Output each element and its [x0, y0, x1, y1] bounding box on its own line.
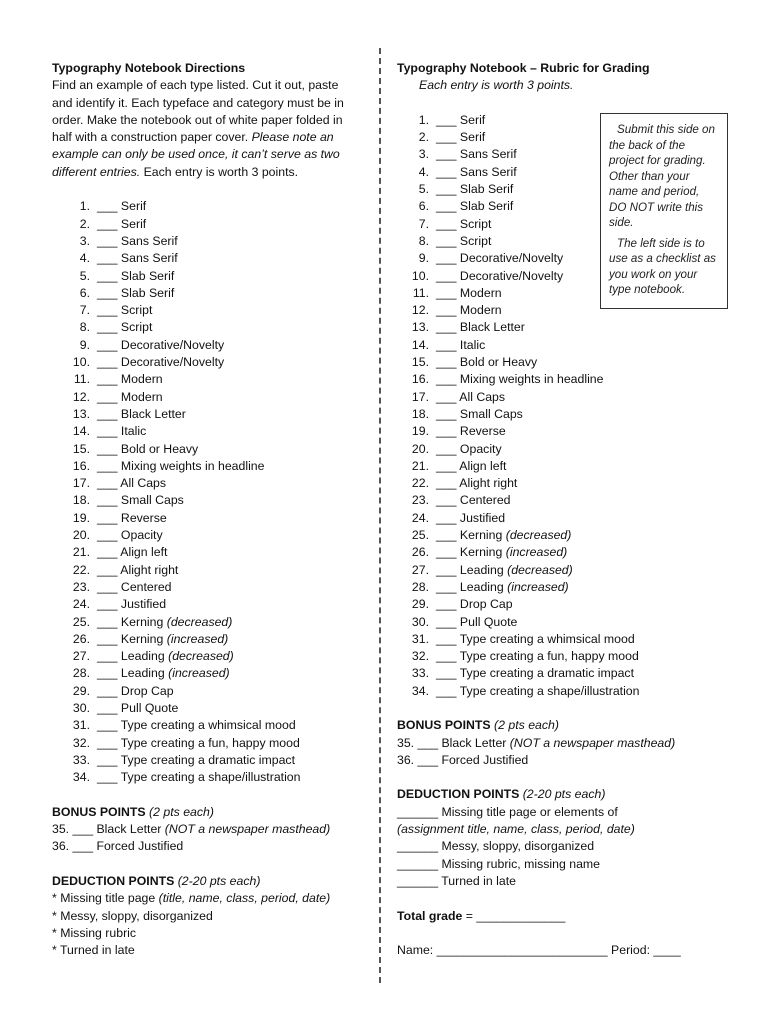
- item-number: 24.: [411, 510, 429, 525]
- item-label: ___ Slab Serif: [97, 285, 175, 300]
- item-number: 29.: [72, 683, 90, 698]
- item-number: 18.: [72, 493, 90, 508]
- directions-item: [52, 769, 357, 786]
- item-label: ___ Drop Cap: [436, 597, 513, 612]
- item-number: 7.: [79, 303, 90, 318]
- rubric-item: [391, 648, 737, 665]
- item-number: 12.: [411, 303, 429, 318]
- item-label: ___ All Caps: [97, 476, 167, 491]
- item-number: 20.: [411, 441, 429, 456]
- item-label: ___ Decorative/Novelty: [436, 251, 564, 266]
- item-qualifier: (decreased): [168, 649, 234, 664]
- deduction-item: * Missing title page (title, name, class, period, date): [52, 891, 331, 906]
- item-number: 22.: [411, 476, 429, 491]
- item-number: 17.: [72, 476, 90, 491]
- item-number: 13.: [411, 320, 429, 335]
- deduction-item: ______ Turned in late: [397, 873, 516, 888]
- item-label: ___ Italic: [97, 424, 147, 439]
- rubric-item: [391, 492, 737, 509]
- item-number: 34.: [72, 770, 90, 785]
- rubric-item: [391, 475, 737, 492]
- item-label: ___ Kerning: [436, 528, 506, 543]
- item-number: 14.: [72, 424, 90, 439]
- directions-item: [52, 458, 357, 475]
- directions-checklist: [52, 198, 357, 786]
- item-label: ___ Script: [97, 320, 153, 335]
- item-number: 25.: [72, 614, 90, 629]
- rubric-item: [391, 527, 737, 544]
- item-number: 12.: [72, 389, 90, 404]
- item-label: ___ Type creating a dramatic impact: [97, 752, 295, 767]
- rubric-title: Typography Notebook – Rubric for Grading: [397, 61, 650, 75]
- cut-line-divider: [379, 48, 381, 983]
- item-label: ___ Black Letter: [436, 320, 525, 335]
- item-number: 8.: [79, 320, 90, 335]
- deduction-item: * Turned in late: [52, 943, 135, 958]
- item-label: ___ Type creating a fun, happy mood: [97, 735, 300, 750]
- directions-item: [52, 354, 357, 371]
- item-label: ___ Script: [436, 216, 492, 231]
- item-qualifier: (decreased): [166, 614, 233, 629]
- item-label: ___ Leading: [97, 666, 169, 681]
- item-number: 14.: [411, 337, 429, 352]
- directions-item: [52, 337, 357, 354]
- item-label: ___ Script: [97, 303, 153, 318]
- item-label: ___ Serif: [436, 112, 486, 127]
- item-number: 21.: [411, 458, 429, 473]
- item-label: ___ Reverse: [97, 510, 167, 525]
- item-number: 27.: [411, 562, 429, 577]
- item-number: 26.: [72, 631, 90, 646]
- item-number: 31.: [411, 631, 429, 646]
- right-bonus-section: [397, 717, 737, 769]
- item-label: ___ Decorative/Novelty: [436, 268, 564, 283]
- item-number: 26.: [411, 545, 429, 560]
- item-label: ___ Type creating a whimsical mood: [436, 631, 635, 646]
- item-qualifier: (increased): [168, 666, 230, 681]
- item-number: 32.: [72, 735, 90, 750]
- item-number: 6.: [418, 199, 429, 214]
- item-number: 21.: [72, 545, 90, 560]
- item-label: ___ Black Letter: [97, 406, 186, 421]
- deduction-item: * Missing rubric: [52, 925, 137, 940]
- item-number: 3.: [418, 147, 429, 162]
- item-label: ___ Kerning: [97, 614, 167, 629]
- item-number: 15.: [411, 355, 429, 370]
- directions-item: [52, 735, 357, 752]
- item-label: ___ Leading: [97, 649, 169, 664]
- item-label: ___ Sans Serif: [97, 233, 178, 248]
- item-number: 16.: [411, 372, 429, 387]
- directions-item: [52, 406, 357, 423]
- directions-item: [52, 371, 357, 388]
- item-number: 19.: [411, 424, 429, 439]
- item-number: 28.: [411, 579, 429, 594]
- item-number: 11.: [412, 285, 429, 300]
- item-number: 19.: [72, 510, 90, 525]
- item-number: 7.: [418, 216, 429, 231]
- note-submit-text: Submit this side on the back of the project for grading. Other than your name and period, DO NOT write this side.: [609, 123, 715, 229]
- directions-item: [52, 752, 357, 769]
- deduction-item-detail: (assignment title, name, class, period, date): [397, 822, 635, 837]
- directions-item: [52, 285, 357, 302]
- bonus-item-36: 36. ___ Forced Justified: [397, 752, 529, 767]
- directions-item: [52, 717, 357, 734]
- item-qualifier: (decreased): [505, 528, 572, 543]
- item-label: ___ Justified: [97, 597, 167, 612]
- item-label: ___ Slab Serif: [436, 182, 514, 197]
- rubric-item: [391, 371, 737, 388]
- item-number: 16.: [72, 458, 90, 473]
- item-label: ___ Kerning: [97, 631, 167, 646]
- bonus-heading: BONUS POINTS: [397, 718, 491, 733]
- item-number: 30.: [72, 700, 90, 715]
- item-label: ___ Align left: [97, 545, 168, 560]
- rubric-item: [391, 683, 737, 700]
- total-grade-line: [397, 908, 737, 925]
- item-number: 22.: [72, 562, 90, 577]
- directions-item: [52, 683, 357, 700]
- item-number: 8.: [418, 233, 429, 248]
- item-label: ___ Leading: [436, 579, 508, 594]
- item-label: ___ Leading: [436, 562, 508, 577]
- deduction-item: ______ Messy, sloppy, disorganized: [397, 839, 595, 854]
- deduction-heading: DEDUCTION POINTS: [397, 787, 520, 802]
- item-label: ___ Mixing weights in headline: [436, 372, 604, 387]
- name-period-line: Name: _________________________ Period: ____: [397, 943, 681, 958]
- rubric-item: [391, 510, 737, 527]
- item-label: ___ Type creating a shape/illustration: [436, 683, 640, 698]
- item-label: ___ Alight right: [436, 476, 518, 491]
- rubric-item: [391, 354, 737, 371]
- deduction-item: ______ Missing rubric, missing name: [397, 856, 600, 871]
- directions-note: Please note an example can only be used once, it can’t serve as two different entries.: [52, 130, 340, 179]
- directions-item: [52, 579, 357, 596]
- item-label: ___ Decorative/Novelty: [97, 355, 225, 370]
- item-number: 3.: [79, 233, 90, 248]
- item-number: 32.: [411, 649, 429, 664]
- item-label: ___ Modern: [436, 303, 502, 318]
- item-label: ___ Script: [436, 233, 492, 248]
- item-number: 1.: [418, 112, 429, 127]
- item-number: 28.: [72, 666, 90, 681]
- directions-item: [52, 544, 357, 561]
- directions-intro: Find an example of each type listed. Cut it out, paste and identify it. Each typeface and category must be in order. Make the notebook out of white paper folded in half with a construction paper cover.: [52, 78, 344, 145]
- item-number: 2.: [418, 130, 429, 145]
- directions-item: [52, 250, 357, 267]
- item-number: 34.: [411, 683, 429, 698]
- deduction-subheading: (2-20 pts each): [174, 873, 261, 888]
- directions-item: [52, 492, 357, 509]
- submission-note-box: [600, 113, 728, 309]
- rubric-item: [391, 423, 737, 440]
- item-label: ___ Modern: [97, 372, 163, 387]
- item-label: ___ All Caps: [436, 389, 506, 404]
- directions-item: [52, 216, 357, 233]
- note-checklist-text: The left side is to use as a checklist as you work on your type notebook.: [609, 236, 716, 296]
- directions-item: [52, 614, 357, 631]
- item-number: 25.: [411, 528, 429, 543]
- directions-points: Each entry is worth 3 points.: [140, 164, 299, 179]
- item-number: 4.: [418, 164, 429, 179]
- left-deduction-section: [52, 873, 357, 959]
- item-number: 9.: [418, 251, 429, 266]
- item-label: ___ Reverse: [436, 424, 506, 439]
- item-label: ___ Type creating a fun, happy mood: [436, 649, 639, 664]
- rubric-item: [391, 406, 737, 423]
- item-label: ___ Modern: [436, 285, 502, 300]
- deduction-subheading: (2-20 pts each): [519, 787, 606, 802]
- item-label: ___ Type creating a shape/illustration: [97, 770, 301, 785]
- left-bonus-section: [52, 804, 357, 856]
- item-qualifier: (decreased): [507, 562, 573, 577]
- item-number: 11.: [73, 372, 90, 387]
- directions-item: [52, 631, 357, 648]
- item-number: 18.: [411, 406, 429, 421]
- item-label: ___ Serif: [97, 199, 147, 214]
- item-number: 27.: [72, 649, 90, 664]
- item-number: 33.: [411, 666, 429, 681]
- item-number: 29.: [411, 597, 429, 612]
- item-label: ___ Small Caps: [97, 493, 184, 508]
- bonus-subheading: (2 pts each): [145, 804, 214, 819]
- item-number: 20.: [72, 528, 90, 543]
- item-number: 10.: [411, 268, 429, 283]
- rubric-item: [391, 389, 737, 406]
- item-label: ___ Centered: [436, 493, 511, 508]
- item-qualifier: (increased): [166, 631, 229, 646]
- directions-item: [52, 596, 357, 613]
- directions-paragraph: [52, 77, 357, 181]
- item-label: ___ Sans Serif: [97, 251, 178, 266]
- item-number: 10.: [72, 355, 90, 370]
- rubric-item: [391, 544, 737, 561]
- item-label: ___ Bold or Heavy: [97, 441, 199, 456]
- rubric-item: [391, 631, 737, 648]
- item-label: ___ Centered: [97, 579, 172, 594]
- deduction-item: ______ Missing title page or elements of: [397, 804, 618, 819]
- item-number: 30.: [411, 614, 429, 629]
- directions-item: [52, 198, 357, 215]
- item-label: ___ Slab Serif: [436, 199, 514, 214]
- bonus-item-35: 35. ___ Black Letter (NOT a newspaper masthead): [397, 735, 676, 750]
- directions-column: [52, 60, 357, 959]
- right-deduction-section: [397, 786, 737, 890]
- item-number: 5.: [418, 182, 429, 197]
- rubric-item: [391, 562, 737, 579]
- item-label: ___ Sans Serif: [436, 164, 517, 179]
- item-label: ___ Pull Quote: [436, 614, 518, 629]
- directions-item: [52, 562, 357, 579]
- rubric-item: [391, 441, 737, 458]
- item-label: ___ Modern: [97, 389, 163, 404]
- bonus-heading: BONUS POINTS: [52, 804, 146, 819]
- bonus-item-35: 35. ___ Black Letter (NOT a newspaper masthead): [52, 822, 331, 837]
- item-label: ___ Opacity: [436, 441, 502, 456]
- rubric-item: [391, 596, 737, 613]
- item-qualifier: (increased): [505, 545, 568, 560]
- directions-title: Typography Notebook Directions: [52, 61, 246, 75]
- item-label: ___ Mixing weights in headline: [97, 458, 265, 473]
- directions-item: [52, 302, 357, 319]
- directions-item: [52, 423, 357, 440]
- directions-item: [52, 389, 357, 406]
- item-label: ___ Serif: [97, 216, 147, 231]
- item-label: ___ Bold or Heavy: [436, 355, 538, 370]
- item-qualifier: (increased): [507, 579, 569, 594]
- item-label: ___ Pull Quote: [97, 700, 179, 715]
- bonus-subheading: (2 pts each): [490, 718, 559, 733]
- item-label: ___ Drop Cap: [97, 683, 174, 698]
- item-number: 15.: [72, 441, 90, 456]
- item-label: ___ Type creating a dramatic impact: [436, 666, 634, 681]
- directions-item: [52, 648, 357, 665]
- directions-item: [52, 475, 357, 492]
- directions-item: [52, 319, 357, 336]
- item-label: ___ Small Caps: [436, 406, 523, 421]
- rubric-item: [391, 337, 737, 354]
- rubric-item: [391, 458, 737, 475]
- directions-item: [52, 700, 357, 717]
- directions-item: [52, 510, 357, 527]
- total-grade-blank: = _____________: [462, 908, 566, 923]
- rubric-subtitle: Each entry is worth 3 points.: [419, 78, 574, 93]
- item-number: 5.: [79, 268, 90, 283]
- item-label: ___ Type creating a whimsical mood: [97, 718, 296, 733]
- deduction-heading: DEDUCTION POINTS: [52, 873, 175, 888]
- item-number: 33.: [72, 752, 90, 767]
- rubric-item: [391, 319, 737, 336]
- directions-item: [52, 441, 357, 458]
- rubric-item: [391, 579, 737, 596]
- item-label: ___ Justified: [436, 510, 506, 525]
- deduction-item: * Messy, sloppy, disorganized: [52, 908, 213, 923]
- item-number: 23.: [72, 579, 90, 594]
- item-label: ___ Decorative/Novelty: [97, 337, 225, 352]
- item-number: 6.: [79, 285, 90, 300]
- item-number: 9.: [79, 337, 90, 352]
- item-number: 13.: [72, 406, 90, 421]
- item-number: 24.: [72, 597, 90, 612]
- rubric-item: [391, 665, 737, 682]
- directions-item: [52, 268, 357, 285]
- directions-item: [52, 665, 357, 682]
- item-number: 2.: [79, 216, 90, 231]
- item-label: ___ Kerning: [436, 545, 506, 560]
- item-number: 31.: [72, 718, 90, 733]
- rubric-item: [391, 614, 737, 631]
- item-label: ___ Sans Serif: [436, 147, 517, 162]
- bonus-item-36: 36. ___ Forced Justified: [52, 839, 184, 854]
- item-label: ___ Opacity: [97, 528, 163, 543]
- item-number: 4.: [79, 251, 90, 266]
- item-label: ___ Slab Serif: [97, 268, 175, 283]
- item-label: ___ Italic: [436, 337, 486, 352]
- total-grade-label: Total grade: [397, 908, 463, 923]
- item-number: 17.: [411, 389, 429, 404]
- item-number: 23.: [411, 493, 429, 508]
- item-number: 1.: [79, 199, 90, 214]
- item-label: ___ Serif: [436, 130, 486, 145]
- directions-item: [52, 527, 357, 544]
- item-label: ___ Alight right: [97, 562, 179, 577]
- item-label: ___ Align left: [436, 458, 507, 473]
- directions-item: [52, 233, 357, 250]
